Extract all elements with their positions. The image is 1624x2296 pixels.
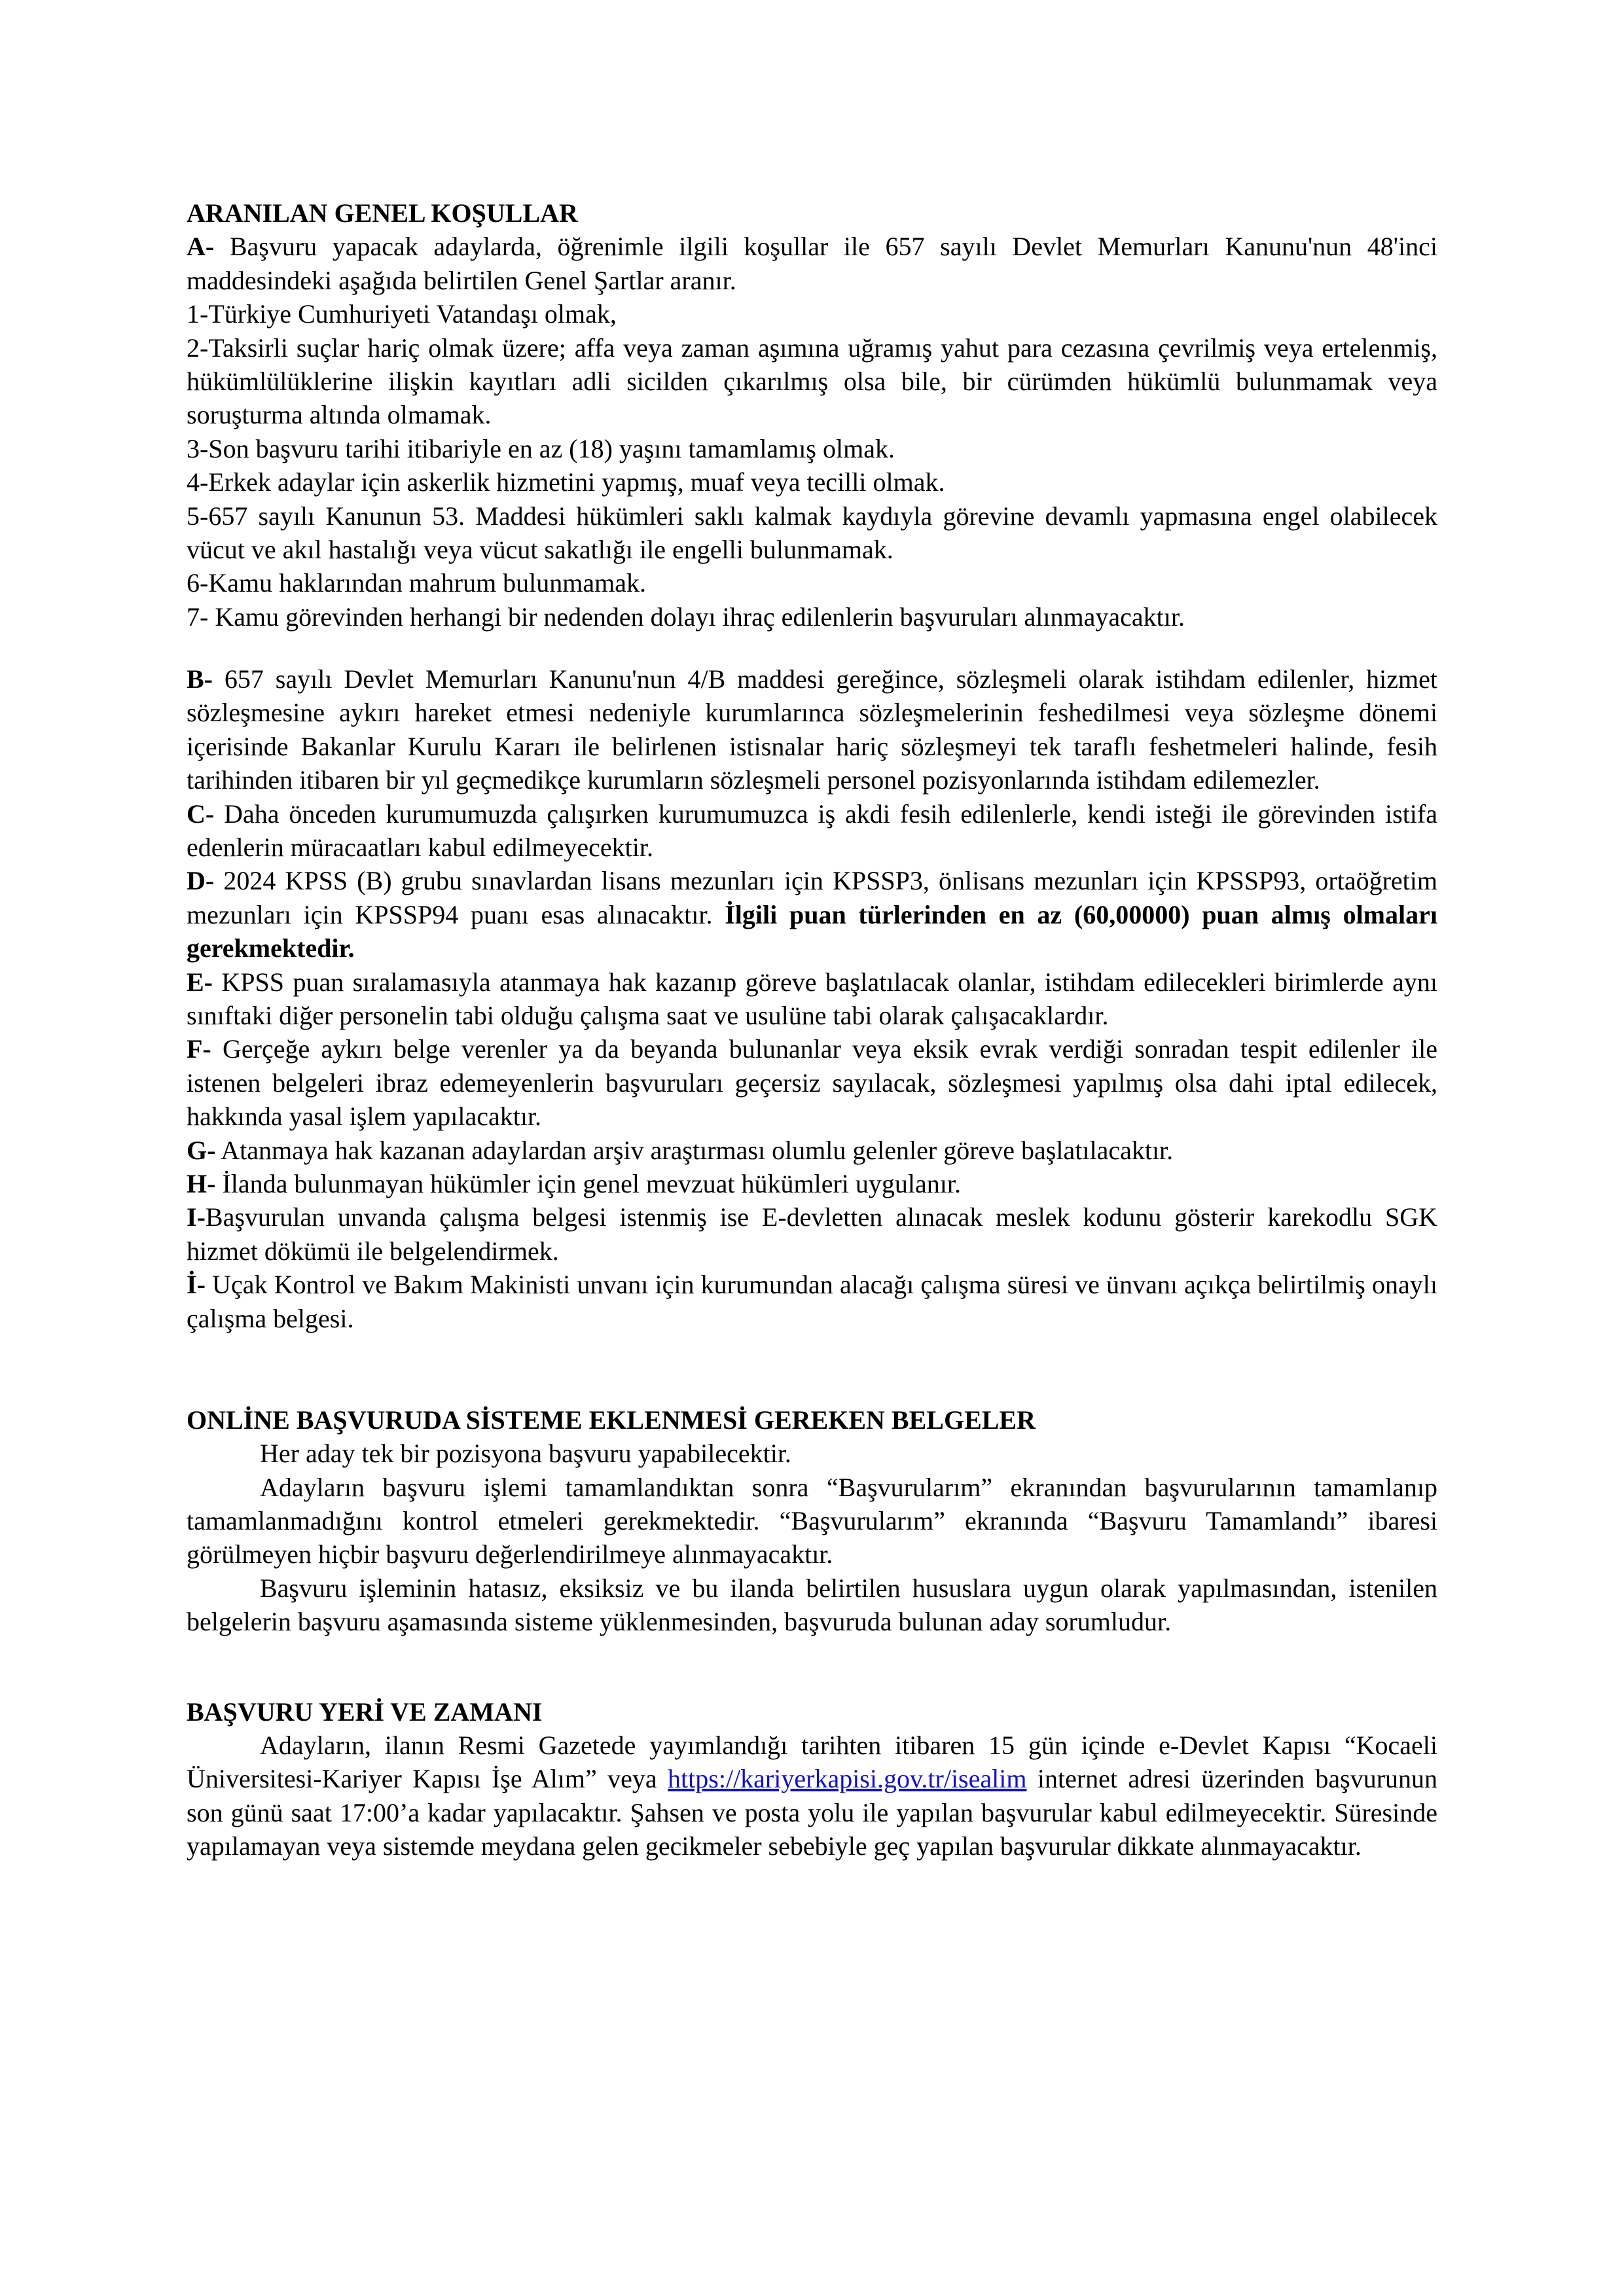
section-heading-application-place-time: BAŞVURU YERİ VE ZAMANI [187, 1696, 543, 1727]
paragraph-item-g [187, 1134, 1437, 1167]
item-a-text: Başvuru yapacak adaylarda, öğrenimle ilgili koşullar ile 657 sayılı Devlet Memurları Kanunu'nun 48'inci maddesindeki aşağıda belirtilen Genel Şartlar aranır. [187, 232, 1437, 295]
item-b-text: 657 sayılı Devlet Memurları Kanunu'nun 4/B maddesi gereğince, sözleşmeli olarak istihdam edilenler, hizmet sözleşmesine aykırı hareket etmesi nedeniyle kurumlarınca sözleşmelerinin feshedilmesi veya sözleşme dönemi içerisinde Bakanlar Kurulu Kararı ile belirlenen istisnalar hariç sözleşmeyi tek taraflı feshetmeleri halinde, fesih tarihinden itibaren bir yıl geçmedikçe kurumların sözleşmeli personel pozisyonlarında istihdam edilemezler. [187, 664, 1437, 795]
paragraph-item-i [187, 1200, 1437, 1268]
paragraph-item-c [187, 797, 1437, 865]
paragraph-item-a [187, 230, 1437, 297]
application-text-before-link: Adayların, ilanın Resmi Gazetede yayımlandığı tarihten itibaren 15 gün içinde e-Devlet Kapısı “Kocaeli Üniversitesi-Kariyer Kapısı İşe Alım” veya [187, 1731, 1437, 1794]
item-f-label: F- [187, 1034, 211, 1064]
item-d-label: D- [187, 866, 215, 896]
section-heading-general-conditions: ARANILAN GENEL KOŞULLAR [187, 198, 578, 228]
item-h-text: İlanda bulunmayan hükümler için genel mevzuat hükümleri uygulanır. [215, 1168, 962, 1198]
paragraph-item-6: 6-Kamu haklarından mahrum bulunmamak. [187, 568, 647, 598]
paragraph-online-documents-1: Her aday tek bir pozisyona başvuru yapabilecektir. [260, 1439, 791, 1469]
item-i-dotted-label: İ- [187, 1270, 206, 1300]
paragraph-item-3: 3-Son başvuru tarihi itibariyle en az (18) yaşını tamamlamış olmak. [187, 433, 895, 463]
paragraph-item-d [187, 864, 1437, 965]
paragraph-item-4: 4-Erkek adaylar için askerlik hizmetini yapmış, muaf veya tecilli olmak. [187, 467, 945, 497]
paragraph-item-1: 1-Türkiye Cumhuriyeti Vatandaşı olmak, [187, 299, 617, 329]
item-i-label: I- [187, 1202, 206, 1232]
kariyer-kapisi-link[interactable]: https://kariyerkapisi.gov.tr/isealim [668, 1764, 1027, 1794]
item-a-label: A- [187, 232, 215, 262]
paragraph-item-e [187, 965, 1437, 1033]
application-text-after-link: internet adresi üzerinden başvurunun son günü saat 17:00’a kadar yapılacaktır. Şahsen ve posta yolu ile yapılan başvurular kabul edilmeyecektir. Süresinde yapılamayan veya sistemde meydana gelen gecikmeler sebebiyle geç yapılan başvurular dikkate alınmayacaktır. [187, 1764, 1438, 1861]
paragraph-item-7: 7- Kamu görevinden herhangi bir nedenden dolayı ihraç edilenlerin başvuruları alınmayacaktır. [187, 601, 1185, 632]
section-heading-online-documents: ONLİNE BAŞVURUDA SİSTEME EKLENMESİ GEREKEN BELGELER [187, 1405, 1036, 1435]
paragraph-item-f [187, 1032, 1437, 1133]
spacer-before-online-documents [187, 1335, 1437, 1403]
item-b-label: B- [187, 664, 213, 694]
item-f-text: Gerçeğe aykırı belge verenler ya da beyanda bulunanlar veya eksik evrak verdiği sonradan tespit edilenler ile istenen belgeleri ibraz edemeyenlerin başvuruları geçersiz sayılacak, sözleşmesi yapılmış olsa dahi iptal edilecek, hakkında yasal işlem yapılacaktır. [187, 1034, 1437, 1132]
paragraph-online-documents-2: Adayların başvuru işlemi tamamlandıktan sonra “Başvurularım” ekranından başvurularının tamamlanıp tamamlanmadığını kontrol etmeleri gerekmektedir. “Başvurularım” ekranında “Başvuru Tamamlandı” ibaresi görülmeyen hiçbir başvuru değerlendirilmeye alınmayacaktır. [187, 1472, 1437, 1570]
document-body [187, 196, 1437, 1863]
item-c-text: Daha önceden kurumumuzda çalışırken kurumumuzca iş akdi fesih edilenlerle, kendi isteği ile görevinden istifa edenlerin müracaatları kabul edilmeyecektir. [187, 798, 1437, 863]
paragraph-item-2: 2-Taksirli suçlar hariç olmak üzere; affa veya zaman aşımına uğramış yahut para cezasına çevrilmiş veya ertelenmiş, hükümlülüklerine ilişkin kayıtları adli sicilden çıkarılmış olsa bile, bir cürümden hükümlü bulunmamak veya soruşturma altında olmamak. [187, 332, 1437, 430]
paragraph-application-place-time [187, 1729, 1437, 1863]
item-d-text: 2024 KPSS (B) grubu sınavlardan lisans mezunları için KPSSP3, önlisans mezunları için KPSSP93, ortaöğretim mezunları için KPSSP94 puanı esas alınacaktır. [187, 866, 1437, 929]
item-g-label: G- [187, 1135, 216, 1165]
paragraph-item-i-dotted [187, 1268, 1437, 1335]
paragraph-item-5: 5-657 sayılı Kanunun 53. Maddesi hükümleri saklı kalmak kaydıyla görevine devamlı yapmasına engel olabilecek vücut ve akıl hastalığı veya vücut sakatlığı ile engelli bulunmamak. [187, 501, 1437, 564]
item-e-label: E- [187, 967, 213, 997]
item-i-dotted-text: Uçak Kontrol ve Bakım Makinisti unvanı için kurumundan alacağı çalışma süresi ve ünvanı açıkça belirtilmiş onaylı çalışma belgesi. [187, 1270, 1437, 1333]
item-g-text: Atanmaya hak kazanan adaylardan arşiv araştırması olumlu gelenler göreve başlatılacaktır. [215, 1135, 1174, 1165]
item-e-text: KPSS puan sıralamasıyla atanmaya hak kazanıp göreve başlatılacak olanlar, istihdam edilecekleri birimlerde aynı sınıftaki diğer personelin tabi olduğu çalışma saat ve usulüne tabi olarak çalışacaklardır. [187, 967, 1437, 1030]
item-d-emphasis: İlgili puan türlerinden en az (60,00000) puan almış olmaları gerekmektedir. [187, 899, 1437, 963]
spacer-after-item-7 [187, 634, 1437, 662]
spacer-before-application-place-time [187, 1639, 1437, 1695]
paragraph-item-b [187, 662, 1437, 797]
item-i-text: Başvurulan unvanda çalışma belgesi istenmiş ise E-devletten alınacak meslek kodunu gösterir karekodlu SGK hizmet dökümü ile belgelendirmek. [187, 1202, 1437, 1266]
paragraph-online-documents-3: Başvuru işleminin hatasız, eksiksiz ve bu ilanda belirtilen hususlara uygun olarak yapılmasından, istenilen belgelerin başvuru aşamasında sisteme yüklenmesinden, başvuruda bulunan aday sorumludur. [187, 1573, 1437, 1637]
item-c-label: C- [187, 798, 215, 829]
item-h-label: H- [187, 1168, 216, 1198]
paragraph-item-h [187, 1167, 1437, 1200]
